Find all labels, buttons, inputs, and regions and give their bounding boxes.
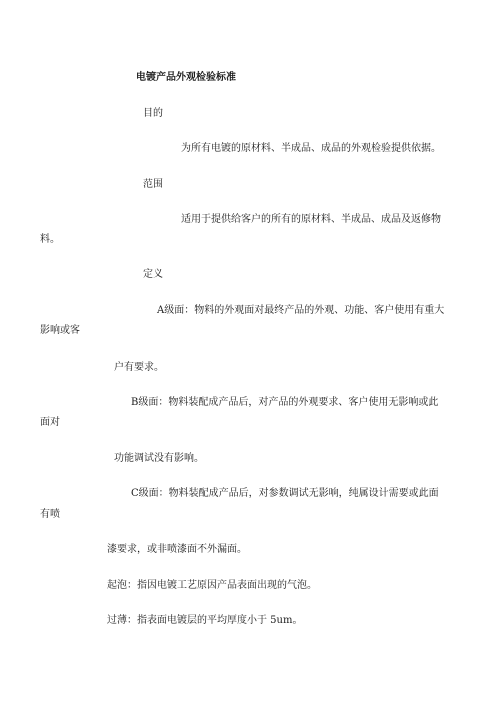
def-a-line-3: 户有要求。: [114, 362, 164, 373]
def-c-line-2: 有喷: [40, 509, 60, 520]
definition-heading: 定义: [143, 269, 163, 280]
purpose-heading: 目的: [143, 108, 163, 119]
def-a-line-1: A级面：物料的外观面对最终产品的外观、功能、客户使用有重大: [157, 305, 445, 316]
document-title: 电镀产品外观检验标准: [136, 72, 236, 83]
scope-text-line-1: 适用于提供给客户的所有的原材料、半成品、成品及返修物: [181, 214, 441, 225]
scope-heading: 范围: [143, 179, 163, 190]
def-a-line-2: 影响或客: [40, 325, 80, 336]
bubble-definition: 起泡：指因电镀工艺原因产品表面出现的气泡。: [107, 580, 317, 591]
def-b-line-2: 面对: [40, 417, 60, 428]
scope-text-line-2: 料。: [40, 234, 60, 245]
def-c-line-1: C级面：物料装配成产品后，对参数调试无影响，纯属设计需要或此面: [131, 488, 439, 499]
thin-definition: 过薄：指表面电镀层的平均厚度小于 5um。: [107, 615, 303, 626]
def-b-line-1: B级面：物料装配成产品后，对产品的外观要求、客户使用无影响或此: [131, 397, 439, 408]
def-c-line-3: 漆要求，或非喷漆面不外漏面。: [107, 544, 247, 555]
def-b-line-3: 功能调试没有影响。: [114, 453, 204, 464]
purpose-text: 为所有电镀的原材料、半成品、成品的外观检验提供依据。: [181, 143, 441, 154]
